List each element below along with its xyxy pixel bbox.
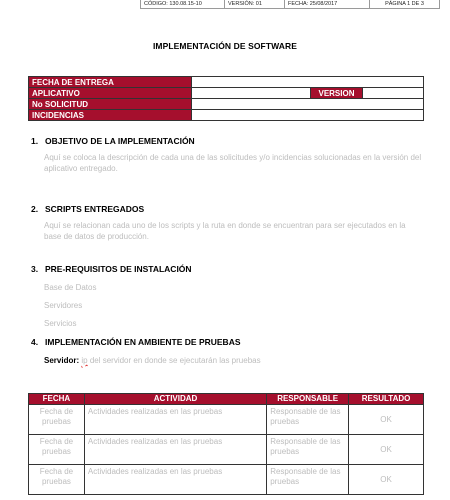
- prerequisite-item: Servicios: [44, 319, 77, 328]
- column-header-resultado: RESULTADO: [349, 394, 424, 405]
- section-4-heading: [31, 337, 241, 347]
- section-1-title: OBJETIVO DE LA IMPLEMENTACIÓN: [45, 136, 195, 146]
- cell-fecha[interactable]: Fecha de pruebas: [29, 435, 85, 465]
- row-no-solicitud: [29, 99, 424, 110]
- section-3-heading: [31, 264, 192, 274]
- section-3-title: PRE-REQUISITOS DE INSTALACIÓN: [45, 264, 192, 274]
- server-placeholder: [81, 356, 260, 365]
- table-row: [29, 465, 424, 495]
- server-ip-text: ip: [81, 356, 88, 365]
- header-pagina: PÁGINA 1 DE 3: [370, 0, 440, 9]
- label-version: VERSION: [311, 88, 363, 99]
- column-header-fecha: FECHA: [29, 394, 85, 405]
- header-version: VERSIÓN: 01: [225, 0, 285, 9]
- field-version[interactable]: [363, 88, 424, 99]
- label-incidencias: INCIDENCIAS: [29, 110, 192, 121]
- cell-resultado[interactable]: OK: [349, 465, 424, 495]
- cell-resultado[interactable]: OK: [349, 435, 424, 465]
- cell-actividad[interactable]: Actividades realizadas en las pruebas: [84, 405, 266, 435]
- cell-fecha[interactable]: Fecha de pruebas: [29, 465, 85, 495]
- server-label: Servidor:: [44, 356, 80, 365]
- cell-responsable[interactable]: Responsable de las pruebas: [267, 405, 349, 435]
- label-fecha-entrega: FECHA DE ENTREGA: [29, 77, 192, 88]
- section-4-number: 4.: [31, 337, 39, 347]
- table-row: [29, 405, 424, 435]
- document-title: IMPLEMENTACIÓN DE SOFTWARE: [152, 41, 298, 51]
- section-1-heading: [31, 136, 195, 146]
- section-1-placeholder-text: Aquí se coloca la descripción de cada una de las solicitudes y/o incidencias solucionadas en la versión del aplicativo entregado.: [44, 153, 422, 173]
- table-row: [29, 435, 424, 465]
- row-aplicativo: [29, 88, 424, 99]
- field-incidencias[interactable]: [192, 110, 424, 121]
- field-aplicativo[interactable]: [192, 88, 311, 99]
- field-no-solicitud[interactable]: [192, 99, 424, 110]
- section-2-placeholder-text: Aquí se relacionan cada uno de los scripts y la ruta en donde se encuentran para ser ejecutados en la base de datos de producción.: [44, 221, 406, 241]
- field-fecha-entrega[interactable]: [192, 77, 424, 88]
- section-2-title: SCRIPTS ENTREGADOS: [45, 204, 145, 214]
- section-3-number: 3.: [31, 264, 39, 274]
- section-4-title: IMPLEMENTACIÓN EN AMBIENTE DE PRUEBAS: [45, 337, 241, 347]
- label-aplicativo: APLICATIVO: [29, 88, 192, 99]
- cell-actividad[interactable]: Actividades realizadas en las pruebas: [84, 465, 266, 495]
- header-codigo: CÓDIGO: 130.08.15-10: [140, 0, 225, 9]
- cell-responsable[interactable]: Responsable de las pruebas: [267, 465, 349, 495]
- column-header-responsable: RESPONSABLE: [267, 394, 349, 405]
- table-header-row: [29, 394, 424, 405]
- cell-actividad[interactable]: Actividades realizadas en las pruebas: [84, 435, 266, 465]
- section-2-number: 2.: [31, 204, 39, 214]
- row-incidencias: [29, 110, 424, 121]
- cell-resultado[interactable]: OK: [349, 405, 424, 435]
- row-fecha-entrega: [29, 77, 424, 88]
- server-line: [44, 356, 261, 365]
- test-activities-table: [28, 393, 424, 495]
- column-header-actividad: ACTIVIDAD: [84, 394, 266, 405]
- cell-fecha[interactable]: Fecha de pruebas: [29, 405, 85, 435]
- cell-responsable[interactable]: Responsable de las pruebas: [267, 435, 349, 465]
- header-fecha: FECHA: 25/08/2017: [285, 0, 370, 9]
- delivery-info-table: [28, 76, 424, 121]
- prerequisite-item: Servidores: [44, 301, 83, 310]
- prerequisite-item: Base de Datos: [44, 283, 97, 292]
- section-1-number: 1.: [31, 136, 39, 146]
- section-2-heading: [31, 204, 144, 214]
- document-header-strip: [140, 0, 440, 9]
- server-value-text: del servidor en donde se ejecutarán las pruebas: [87, 356, 261, 365]
- label-no-solicitud: No SOLICITUD: [29, 99, 192, 110]
